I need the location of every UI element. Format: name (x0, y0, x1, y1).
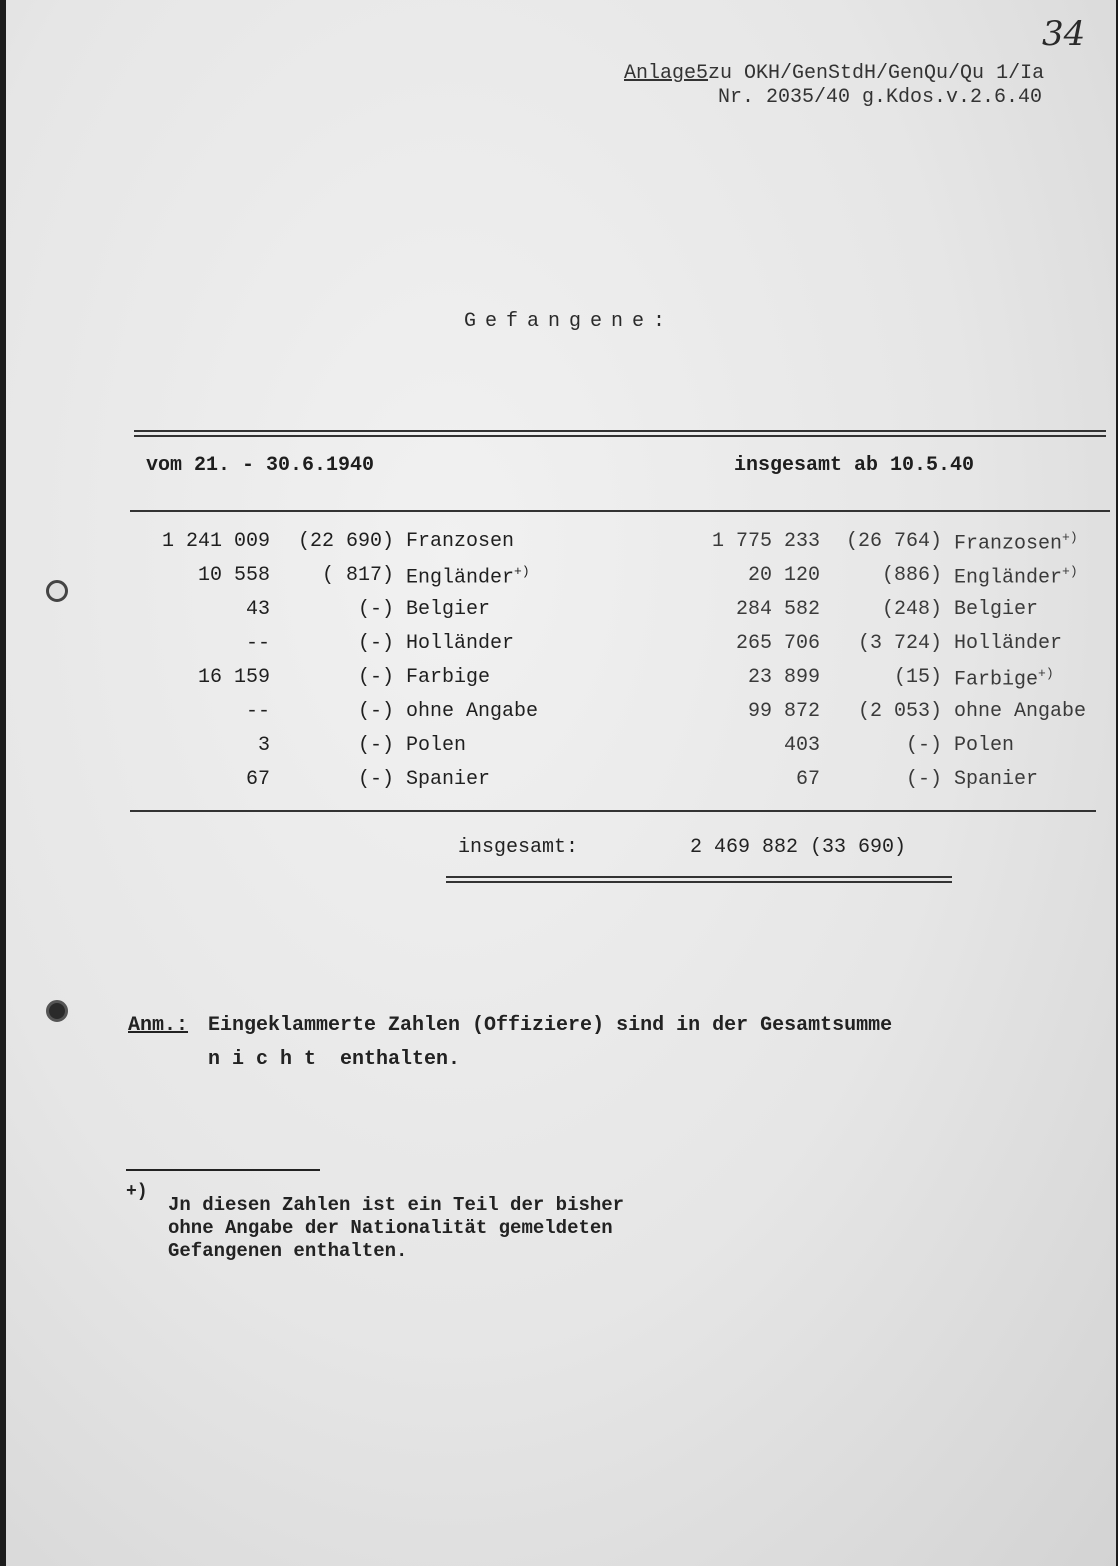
total-double-rule (446, 876, 952, 883)
page-number: 34 (1042, 14, 1086, 54)
total-officers: (2 053) (857, 700, 942, 723)
period-count: 10 558 (197, 564, 270, 587)
period-nationality: Belgier (406, 598, 491, 621)
note-text-rest: enthalten. (340, 1048, 461, 1071)
total-count: 67 (795, 768, 820, 791)
footnote-reference: +) (1038, 666, 1054, 681)
period-nationality: Franzosen (406, 530, 515, 553)
document-page (6, 0, 1116, 1566)
total-officers: (-) (905, 734, 942, 757)
period-nationality: ohne Angabe (406, 700, 539, 723)
period-count: 16 159 (197, 666, 270, 689)
period-officers: ( 817) (321, 564, 394, 587)
period-count: 1 241 009 (161, 530, 270, 553)
period-officers: (22 690) (297, 530, 394, 553)
table-top-double-rule (134, 430, 1106, 437)
table-bottom-rule (130, 810, 1096, 812)
note-emphasis: nicht (208, 1048, 329, 1071)
period-officers: (-) (357, 666, 394, 689)
period-count: 67 (245, 768, 270, 791)
column-header-period: vom 21. - 30.6.1940 (146, 454, 375, 477)
total-count: 1 775 233 (711, 530, 820, 553)
total-count: 284 582 (735, 598, 820, 621)
note-text-line-2 (208, 1048, 460, 1071)
footnote-reference: +) (1062, 564, 1078, 579)
footnote-reference: +) (1062, 530, 1078, 545)
document-title: Gefangene: (464, 310, 675, 333)
total-officers: (248) (881, 598, 942, 621)
period-officers: (-) (357, 598, 394, 621)
total-officers: (15) (893, 666, 942, 689)
period-nationality: Spanier (406, 768, 491, 791)
period-nationality: Polen (406, 734, 467, 757)
total-label: insgesamt: (458, 836, 579, 859)
footnote-rule (126, 1169, 320, 1171)
reference-line-1 (624, 62, 1044, 85)
total-value: 2 469 882 (33 690) (690, 836, 907, 859)
period-officers: (-) (357, 632, 394, 655)
period-count: 43 (245, 598, 270, 621)
period-officers: (-) (357, 768, 394, 791)
total-count: 20 120 (747, 564, 820, 587)
total-officers: (886) (881, 564, 942, 587)
period-count: -- (245, 700, 270, 723)
period-nationality: Farbige (406, 666, 491, 689)
footnote-line: Gefangenen enthalten. (168, 1240, 408, 1262)
period-nationality: Engländer+) (406, 564, 530, 590)
total-officers: (-) (905, 768, 942, 791)
period-officers: (-) (357, 734, 394, 757)
total-officers: (26 764) (845, 530, 942, 553)
column-header-total: insgesamt ab 10.5.40 (734, 454, 975, 477)
total-nationality: Farbige+) (954, 666, 1054, 692)
total-nationality: Belgier (954, 598, 1039, 621)
total-nationality: Spanier (954, 768, 1039, 791)
total-nationality: Franzosen+) (954, 530, 1078, 556)
footnote-reference: +) (514, 564, 530, 579)
footnote-line: Jn diesen Zahlen ist ein Teil der bisher (168, 1194, 625, 1216)
reference-line-2: Nr. 2035/40 g.Kdos.v.2.6.40 (718, 86, 1043, 109)
punch-hole (46, 1000, 68, 1022)
period-count: 3 (257, 734, 270, 757)
period-officers: (-) (357, 700, 394, 723)
total-nationality: ohne Angabe (954, 700, 1087, 723)
total-nationality: Holländer (954, 632, 1063, 655)
period-nationality: Holländer (406, 632, 515, 655)
footnote-line: ohne Angabe der Nationalität gemeldeten (168, 1217, 613, 1239)
total-count: 23 899 (747, 666, 820, 689)
footnote-text (168, 1194, 624, 1263)
reference-office: zu OKH/GenStdH/GenQu/Qu 1/Ia (708, 62, 1045, 85)
total-count: 265 706 (735, 632, 820, 655)
total-nationality: Polen (954, 734, 1015, 757)
total-count: 99 872 (747, 700, 820, 723)
total-nationality: Engländer+) (954, 564, 1078, 590)
punch-hole (46, 580, 68, 602)
reference-attachment: Anlage5 (624, 62, 709, 85)
period-count: -- (245, 632, 270, 655)
total-officers: (3 724) (857, 632, 942, 655)
footnote-mark: +) (126, 1182, 148, 1202)
note-label: Anm.: (128, 1014, 189, 1037)
table-header-rule (130, 510, 1110, 512)
note-text-line-1: Eingeklammerte Zahlen (Offiziere) sind in der Gesamtsumme (208, 1014, 893, 1037)
total-count: 403 (783, 734, 820, 757)
